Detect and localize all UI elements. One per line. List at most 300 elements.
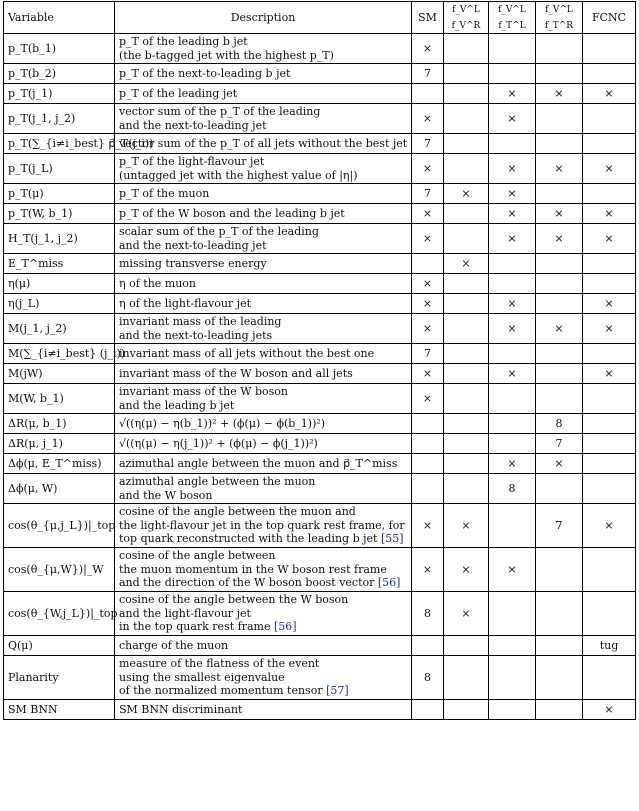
table-row <box>4 414 636 434</box>
table-row <box>4 548 636 592</box>
mark-fcnc <box>583 384 636 414</box>
description-line <box>119 367 407 381</box>
description-text: and the next-to-leading jet <box>119 238 267 252</box>
description-text: measure of the flatness of the event <box>119 657 320 671</box>
mark-sm <box>412 474 444 504</box>
mark-sm: 7 <box>412 64 444 84</box>
description-line <box>119 437 407 451</box>
mark-fvl-ftr <box>536 254 583 274</box>
mark-fcnc <box>583 548 636 592</box>
description-line <box>119 475 407 489</box>
description-text: and the W boson <box>119 488 213 502</box>
mark-fvl-fvr: × <box>444 184 489 204</box>
variable-cell: Δϕ(μ, E_T^miss) <box>4 454 115 474</box>
mark-fvl-ftl: × <box>489 454 536 474</box>
mark-fvl-fvr <box>444 414 489 434</box>
table-row <box>4 84 636 104</box>
description-cell <box>115 364 412 384</box>
description-line <box>119 563 407 577</box>
description-cell <box>115 592 412 636</box>
variable-cell: p_T(∑_{i≠i_best} p⃗_T(j_i)) <box>4 134 115 154</box>
mark-fvl-ftl <box>489 344 536 364</box>
mark-sm: 7 <box>412 134 444 154</box>
mark-fcnc <box>583 34 636 64</box>
description-line <box>119 67 407 81</box>
description-text: p_T of the leading jet <box>119 86 238 100</box>
description-text: η of the light-flavour jet <box>119 296 251 310</box>
description-cell <box>115 204 412 224</box>
mark-fvl-ftl: × <box>489 104 536 134</box>
variable-cell: p_T(b_1) <box>4 34 115 64</box>
mark-fvl-ftr <box>536 344 583 364</box>
table-row <box>4 34 636 64</box>
mark-fcnc: × <box>583 224 636 254</box>
header-fvl-ftr <box>536 2 583 34</box>
mark-fvl-ftl <box>489 34 536 64</box>
description-text: invariant mass of the W boson <box>119 385 289 398</box>
description-line <box>119 399 407 413</box>
description-cell <box>115 184 412 204</box>
description-line <box>119 347 407 361</box>
mark-fcnc: × <box>583 504 636 548</box>
mark-fvl-ftr: 7 <box>536 434 583 454</box>
mark-fvl-ftl <box>489 134 536 154</box>
table-row <box>4 184 636 204</box>
description-text: azimuthal angle between the muon <box>119 475 316 488</box>
mark-sm: × <box>412 504 444 548</box>
mark-sm <box>412 636 444 656</box>
description-text: the muon momentum in the W boson rest frame <box>119 562 387 576</box>
table-header-row <box>4 2 636 34</box>
description-cell <box>115 414 412 434</box>
description-text: of the normalized momentum tensor <box>119 684 323 698</box>
mark-fvl-ftl <box>489 656 536 700</box>
mark-fvl-ftr: × <box>536 454 583 474</box>
mark-sm: × <box>412 294 444 314</box>
table-row <box>4 656 636 700</box>
mark-fvl-ftr <box>536 134 583 154</box>
description-line <box>119 489 407 503</box>
mark-fvl-ftr <box>536 384 583 414</box>
description-text: azimuthal angle between the muon and p⃗_T^miss <box>119 456 398 470</box>
description-text: missing transverse energy <box>119 256 267 270</box>
mark-sm <box>412 454 444 474</box>
mark-fvl-fvr <box>444 314 489 344</box>
description-cell <box>115 64 412 84</box>
mark-fvl-ftl: × <box>489 204 536 224</box>
mark-fvl-ftl <box>489 254 536 274</box>
variable-cell: Δϕ(μ, W) <box>4 474 115 504</box>
description-line <box>119 329 407 343</box>
variable-cell: p_T(j_L) <box>4 154 115 184</box>
mark-fvl-ftr <box>536 474 583 504</box>
mark-sm: × <box>412 548 444 592</box>
mark-fvl-ftr: 8 <box>536 414 583 434</box>
description-line <box>119 684 407 698</box>
description-line <box>119 532 407 546</box>
mark-fvl-fvr: × <box>444 504 489 548</box>
table-row <box>4 104 636 134</box>
description-cell <box>115 34 412 64</box>
description-text: vector sum of the p_T of all jets without the best jet <box>119 136 408 150</box>
description-cell <box>115 474 412 504</box>
mark-fvl-ftl <box>489 414 536 434</box>
mark-fvl-ftl: 8 <box>489 474 536 504</box>
description-text: and the direction of the W boson boost vector <box>119 576 375 590</box>
description-cell <box>115 434 412 454</box>
mark-fvl-fvr <box>444 636 489 656</box>
description-text: scalar sum of the p_T of the leading <box>119 225 319 238</box>
variable-cell: p_T(b_2) <box>4 64 115 84</box>
description-line <box>119 187 407 201</box>
mark-fvl-ftl: × <box>489 184 536 204</box>
description-text: cosine of the angle between the W boson <box>119 593 349 607</box>
description-line <box>119 657 407 671</box>
description-cell <box>115 548 412 592</box>
description-text: and the next-to-leading jet <box>119 118 267 132</box>
mark-sm: × <box>412 104 444 134</box>
description-line <box>119 620 407 634</box>
table-body <box>4 34 636 720</box>
table-row <box>4 636 636 656</box>
description-cell <box>115 454 412 474</box>
description-text: and the light-flavour jet <box>119 606 251 620</box>
table-row <box>4 64 636 84</box>
mark-fvl-ftl: × <box>489 314 536 344</box>
mark-sm: × <box>412 384 444 414</box>
mark-sm <box>412 434 444 454</box>
description-line <box>119 225 407 239</box>
mark-fvl-fvr <box>444 34 489 64</box>
mark-fcnc: × <box>583 204 636 224</box>
mark-fcnc <box>583 134 636 154</box>
description-line <box>119 607 407 621</box>
mark-fvl-fvr <box>444 700 489 720</box>
description-line <box>119 297 407 311</box>
description-line <box>119 457 407 471</box>
description-cell <box>115 656 412 700</box>
mark-fcnc <box>583 184 636 204</box>
description-line <box>119 277 407 291</box>
mark-fvl-ftr: × <box>536 314 583 344</box>
table-row <box>4 504 636 548</box>
description-cell <box>115 700 412 720</box>
description-text: and the next-to-leading jets <box>119 328 273 342</box>
description-text: √((η(μ) − η(j_1))² + (ϕ(μ) − ϕ(j_1))²) <box>119 436 318 450</box>
description-text: p_T of the muon <box>119 186 210 200</box>
description-text: p_T of the light-flavour jet <box>119 155 265 168</box>
description-text: and the leading b jet <box>119 398 235 412</box>
mark-fvl-ftl <box>489 384 536 414</box>
mark-sm: × <box>412 204 444 224</box>
description-line <box>119 257 407 271</box>
mark-fvl-ftr <box>536 184 583 204</box>
variable-cell: η(μ) <box>4 274 115 294</box>
description-line <box>119 639 407 653</box>
mark-fvl-ftl <box>489 64 536 84</box>
mark-fcnc: × <box>583 700 636 720</box>
description-cell <box>115 134 412 154</box>
variable-cell: p_T(j_1, j_2) <box>4 104 115 134</box>
mark-fvl-ftl: × <box>489 154 536 184</box>
table-row <box>4 224 636 254</box>
mark-fvl-ftr <box>536 636 583 656</box>
mark-sm <box>412 414 444 434</box>
mark-fvl-ftl <box>489 434 536 454</box>
variable-cell: cos(θ_{μ,W})|_W <box>4 548 115 592</box>
description-text: p_T of the W boson and the leading b jet <box>119 206 345 220</box>
table-row <box>4 294 636 314</box>
mark-fvl-fvr <box>444 474 489 504</box>
description-line <box>119 417 407 431</box>
header-fvl-fvr-text: f_V^L f_V^R <box>451 5 481 31</box>
mark-fvl-fvr <box>444 104 489 134</box>
description-line <box>119 385 407 399</box>
mark-sm <box>412 254 444 274</box>
description-line <box>119 169 407 183</box>
table-row <box>4 154 636 184</box>
mark-sm: × <box>412 34 444 64</box>
table-row <box>4 274 636 294</box>
mark-fvl-fvr <box>444 154 489 184</box>
table-row <box>4 454 636 474</box>
variable-cell: ΔR(μ, b_1) <box>4 414 115 434</box>
mark-fvl-fvr <box>444 274 489 294</box>
mark-fvl-ftr: 7 <box>536 504 583 548</box>
variable-cell: E_T^miss <box>4 254 115 274</box>
description-text: √((η(μ) − η(b_1))² + (ϕ(μ) − ϕ(b_1))²) <box>119 416 326 430</box>
mark-sm: × <box>412 224 444 254</box>
header-fvl-ftl-text: f_V^L f_T^L <box>498 5 526 31</box>
description-line <box>119 119 407 133</box>
mark-fvl-ftl: × <box>489 84 536 104</box>
description-line <box>119 155 407 169</box>
description-line <box>119 703 407 717</box>
description-line <box>119 549 407 563</box>
mark-fvl-fvr <box>444 434 489 454</box>
variable-cell: Planarity <box>4 656 115 700</box>
mark-fcnc <box>583 454 636 474</box>
description-text: using the smallest eigenvalue <box>119 670 285 684</box>
description-text: SM BNN discriminant <box>119 702 243 716</box>
mark-fvl-fvr <box>444 224 489 254</box>
mark-sm: 7 <box>412 344 444 364</box>
mark-fvl-ftl <box>489 274 536 294</box>
mark-fvl-fvr: × <box>444 592 489 636</box>
variable-cell: Q(μ) <box>4 636 115 656</box>
description-text: invariant mass of the W boson and all jets <box>119 366 353 380</box>
mark-fvl-ftr <box>536 64 583 84</box>
table-row <box>4 700 636 720</box>
variable-cell: M(W, b_1) <box>4 384 115 414</box>
description-cell <box>115 154 412 184</box>
mark-fvl-fvr <box>444 84 489 104</box>
mark-fvl-fvr <box>444 204 489 224</box>
mark-fvl-ftr <box>536 274 583 294</box>
description-cell <box>115 636 412 656</box>
variables-table <box>3 1 636 720</box>
mark-sm: × <box>412 274 444 294</box>
description-cell <box>115 314 412 344</box>
citation-link[interactable]: [55] <box>380 532 404 546</box>
mark-fvl-ftr <box>536 34 583 64</box>
description-text: invariant mass of all jets without the best one <box>119 346 375 360</box>
mark-fcnc: × <box>583 364 636 384</box>
table-row <box>4 434 636 454</box>
mark-fcnc <box>583 414 636 434</box>
mark-fcnc <box>583 656 636 700</box>
mark-fcnc <box>583 592 636 636</box>
description-line <box>119 576 407 590</box>
mark-fvl-ftl <box>489 592 536 636</box>
table-row <box>4 254 636 274</box>
description-line <box>119 315 407 329</box>
mark-fvl-fvr: × <box>444 548 489 592</box>
header-fvl-ftl <box>489 2 536 34</box>
table-row <box>4 204 636 224</box>
mark-fvl-ftr <box>536 294 583 314</box>
mark-fcnc: × <box>583 84 636 104</box>
variable-cell: M(∑_{i≠i_best} (j_i)) <box>4 344 115 364</box>
header-fcnc: FCNC <box>583 2 636 34</box>
mark-fcnc <box>583 434 636 454</box>
variable-cell: M(jW) <box>4 364 115 384</box>
description-text: p_T of the next-to-leading b jet <box>119 66 291 80</box>
mark-fvl-ftr: × <box>536 84 583 104</box>
description-line <box>119 105 407 119</box>
description-text: charge of the muon <box>119 638 229 652</box>
mark-sm: × <box>412 314 444 344</box>
mark-fvl-ftl: × <box>489 224 536 254</box>
mark-fvl-ftr <box>536 104 583 134</box>
description-cell <box>115 84 412 104</box>
mark-sm <box>412 84 444 104</box>
mark-fcnc: × <box>583 314 636 344</box>
header-description: Description <box>115 2 412 34</box>
variable-cell: cos(θ_{μ,j_L})|_top <box>4 504 115 548</box>
table-row <box>4 344 636 364</box>
header-sm: SM <box>412 2 444 34</box>
description-text: cosine of the angle between the muon and <box>119 505 356 519</box>
table-row <box>4 314 636 344</box>
mark-sm <box>412 700 444 720</box>
mark-fvl-fvr: × <box>444 254 489 274</box>
variable-cell: H_T(j_1, j_2) <box>4 224 115 254</box>
description-text: (the b-tagged jet with the highest p_T) <box>119 48 334 62</box>
description-cell <box>115 254 412 274</box>
description-line <box>119 137 407 151</box>
mark-fcnc <box>583 274 636 294</box>
description-line <box>119 519 407 533</box>
mark-fvl-ftr <box>536 364 583 384</box>
description-line <box>119 671 407 685</box>
description-cell <box>115 294 412 314</box>
variable-cell: p_T(μ) <box>4 184 115 204</box>
variable-cell: SM BNN <box>4 700 115 720</box>
description-line <box>119 35 407 49</box>
description-line <box>119 239 407 253</box>
description-cell <box>115 384 412 414</box>
mark-fcnc <box>583 474 636 504</box>
citation-link[interactable]: [57] <box>326 684 349 698</box>
description-text: η of the muon <box>119 276 197 290</box>
description-cell <box>115 344 412 364</box>
variable-cell: p_T(j_1) <box>4 84 115 104</box>
mark-fvl-ftr <box>536 700 583 720</box>
mark-fvl-ftr <box>536 656 583 700</box>
mark-fcnc: × <box>583 294 636 314</box>
mark-fvl-ftr: × <box>536 224 583 254</box>
mark-fvl-fvr <box>444 344 489 364</box>
mark-fvl-ftl: × <box>489 294 536 314</box>
description-text: top quark reconstructed with the leading b jet <box>119 532 378 546</box>
mark-fvl-ftr <box>536 548 583 592</box>
mark-sm: 8 <box>412 656 444 700</box>
variable-cell: p_T(W, b_1) <box>4 204 115 224</box>
mark-fcnc <box>583 104 636 134</box>
description-cell <box>115 504 412 548</box>
variable-cell: M(j_1, j_2) <box>4 314 115 344</box>
mark-fvl-fvr <box>444 384 489 414</box>
description-line <box>119 49 407 63</box>
description-cell <box>115 224 412 254</box>
description-text: the light-flavour jet in the top quark rest frame, for <box>119 518 405 532</box>
table-row <box>4 474 636 504</box>
mark-sm: 7 <box>412 184 444 204</box>
mark-fvl-fvr <box>444 656 489 700</box>
mark-fvl-fvr <box>444 134 489 154</box>
mark-fvl-fvr <box>444 454 489 474</box>
mark-fvl-ftl <box>489 504 536 548</box>
description-text: vector sum of the p_T of the leading <box>119 105 321 118</box>
mark-fvl-fvr <box>444 64 489 84</box>
description-cell <box>115 104 412 134</box>
mark-fvl-ftl: × <box>489 364 536 384</box>
description-text: p_T of the leading b jet <box>119 35 248 48</box>
mark-fvl-ftr: × <box>536 154 583 184</box>
header-fvl-ftr-text: f_V^L f_T^R <box>544 5 574 31</box>
description-text: (untagged jet with the highest value of |η|) <box>119 168 358 182</box>
table-row <box>4 134 636 154</box>
mark-fvl-fvr <box>444 294 489 314</box>
citation-link[interactable]: [56] <box>377 576 401 590</box>
table-row <box>4 384 636 414</box>
description-text: in the top quark rest frame <box>119 620 271 634</box>
description-cell <box>115 274 412 294</box>
header-variable: Variable <box>4 2 115 34</box>
variable-cell: ΔR(μ, j_1) <box>4 434 115 454</box>
mark-fvl-ftl <box>489 700 536 720</box>
table-row <box>4 364 636 384</box>
description-line <box>119 505 407 519</box>
mark-fvl-ftr: × <box>536 204 583 224</box>
mark-fvl-fvr <box>444 364 489 384</box>
citation-link[interactable]: [56] <box>273 620 297 634</box>
mark-sm: 8 <box>412 592 444 636</box>
variable-cell: η(j_L) <box>4 294 115 314</box>
mark-fvl-ftl <box>489 636 536 656</box>
description-line <box>119 207 407 221</box>
mark-sm: × <box>412 364 444 384</box>
mark-fcnc <box>583 344 636 364</box>
header-fvl-fvr <box>444 2 489 34</box>
mark-sm: × <box>412 154 444 184</box>
mark-fvl-ftr <box>536 592 583 636</box>
variable-cell: cos(θ_{W,j_L})|_top <box>4 592 115 636</box>
description-text: invariant mass of the leading <box>119 315 282 328</box>
description-line <box>119 593 407 607</box>
mark-fcnc <box>583 254 636 274</box>
